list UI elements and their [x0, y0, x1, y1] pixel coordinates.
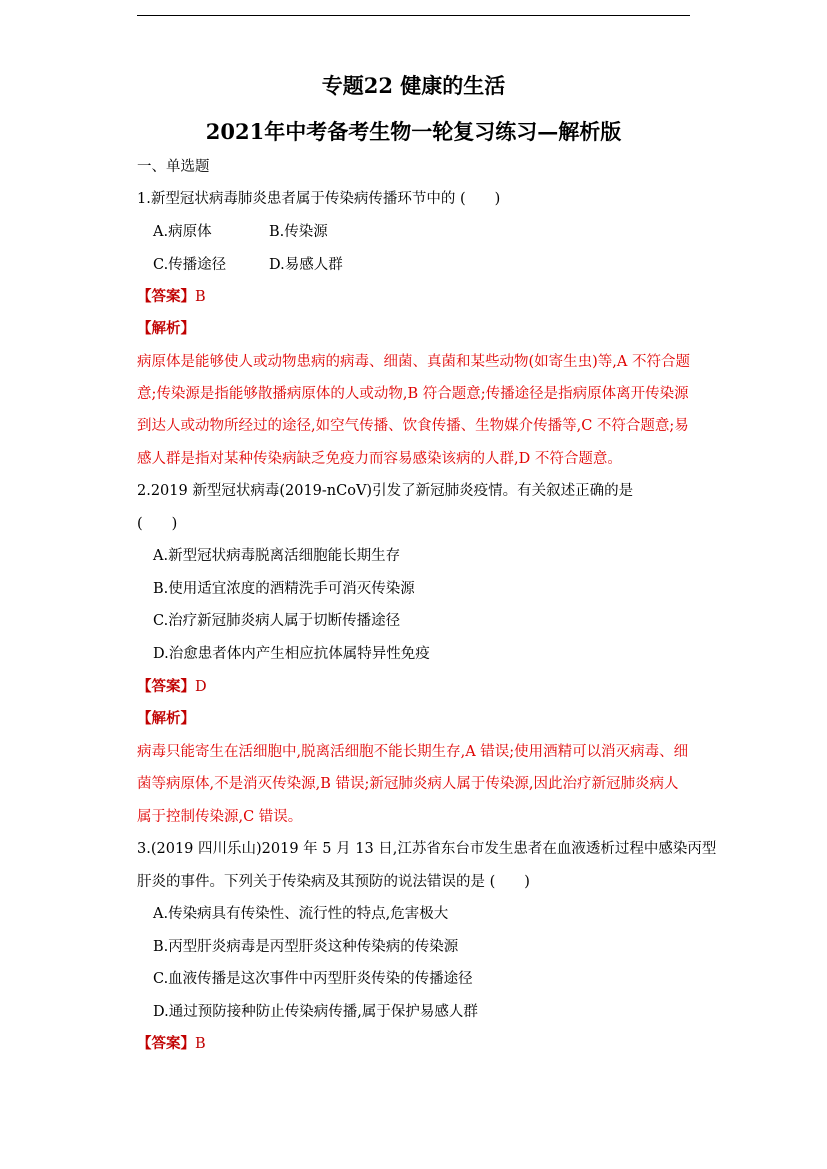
question-1-answer [137, 287, 206, 307]
answer-value: B [195, 1036, 206, 1052]
question-2-answer [137, 677, 207, 697]
question-3-stem-cont: 肝炎的事件。下列关于传染病及其预防的说法错误的是 ( ) [137, 874, 530, 890]
header-rule [137, 15, 690, 16]
question-1-option-a: A.病原体 [153, 224, 212, 240]
question-3-option-c: C.血液传播是这次事件中丙型肝炎传染的传播途径 [153, 971, 473, 987]
question-2-option-a: A.新型冠状病毒脱离活细胞能长期生存 [153, 548, 401, 564]
question-1-analysis-label: 【解析】 [137, 320, 195, 337]
question-1-stem: 1.新型冠状病毒肺炎患者属于传染病传播环节中的 ( ) [137, 191, 501, 207]
question-2-option-b: B.使用适宜浓度的酒精洗手可消灭传染源 [153, 581, 415, 597]
question-2-analysis-line: 菌等病原体,不是消灭传染源,B 错误;新冠肺炎病人属于传染源,因此治疗新冠肺炎病人 [137, 776, 679, 792]
question-2-option-d: D.治愈患者体内产生相应抗体属特异性免疫 [153, 646, 430, 662]
document-subtitle: 2021年中考备考生物一轮复习练习—解析版 [205, 119, 622, 144]
question-2-analysis-label: 【解析】 [137, 710, 195, 727]
question-3-option-b: B.丙型肝炎病毒是丙型肝炎这种传染病的传染源 [153, 939, 459, 955]
question-3-option-a: A.传染病具有传染性、流行性的特点,危害极大 [153, 906, 449, 922]
question-2-stem: 2.2019 新型冠状病毒(2019-nCoV)引发了新冠肺炎疫情。有关叙述正确的是 [137, 483, 634, 499]
question-2-option-c: C.治疗新冠肺炎病人属于切断传播途径 [153, 613, 401, 629]
answer-label: 【答案】 [137, 288, 195, 305]
question-2-analysis-line: 属于控制传染源,C 错误。 [137, 809, 303, 825]
question-2-analysis-line: 病毒只能寄生在活细胞中,脱离活细胞不能长期生存,A 错误;使用酒精可以消灭病毒、细 [137, 744, 689, 760]
question-1-analysis-line: 病原体是能够使人或动物患病的病毒、细菌、真菌和某些动物(如寄生虫)等,A 不符合题 [137, 354, 691, 370]
document-title: 专题22 健康的生活 [321, 73, 506, 98]
question-1-option-d: D.易感人群 [269, 257, 343, 273]
section-heading: 一、单选题 [137, 159, 210, 175]
question-2-stem-cont: ( ) [137, 516, 178, 532]
question-3-answer [137, 1034, 206, 1054]
answer-value: B [195, 289, 206, 305]
question-3-option-d: D.通过预防接种防止传染病传播,属于保护易感人群 [153, 1004, 478, 1020]
answer-value: D [195, 679, 207, 695]
answer-label: 【答案】 [137, 1035, 195, 1052]
question-1-option-b: B.传染源 [269, 224, 328, 240]
question-1-analysis-line: 到达人或动物所经过的途径,如空气传播、饮食传播、生物媒介传播等,C 不符合题意;易 [137, 418, 689, 434]
question-1-analysis-line: 感人群是指对某种传染病缺乏免疫力而容易感染该病的人群,D 不符合题意。 [137, 451, 622, 467]
question-1-analysis-line: 意;传染源是指能够散播病原体的人或动物,B 符合题意;传播途径是指病原体离开传染源 [137, 386, 689, 402]
question-3-stem: 3.(2019 四川乐山)2019 年 5 月 13 日,江苏省东台市发生患者在血液透析过程中感染丙型 [137, 841, 717, 857]
answer-label: 【答案】 [137, 678, 195, 695]
question-1-option-c: C.传播途径 [153, 257, 227, 273]
